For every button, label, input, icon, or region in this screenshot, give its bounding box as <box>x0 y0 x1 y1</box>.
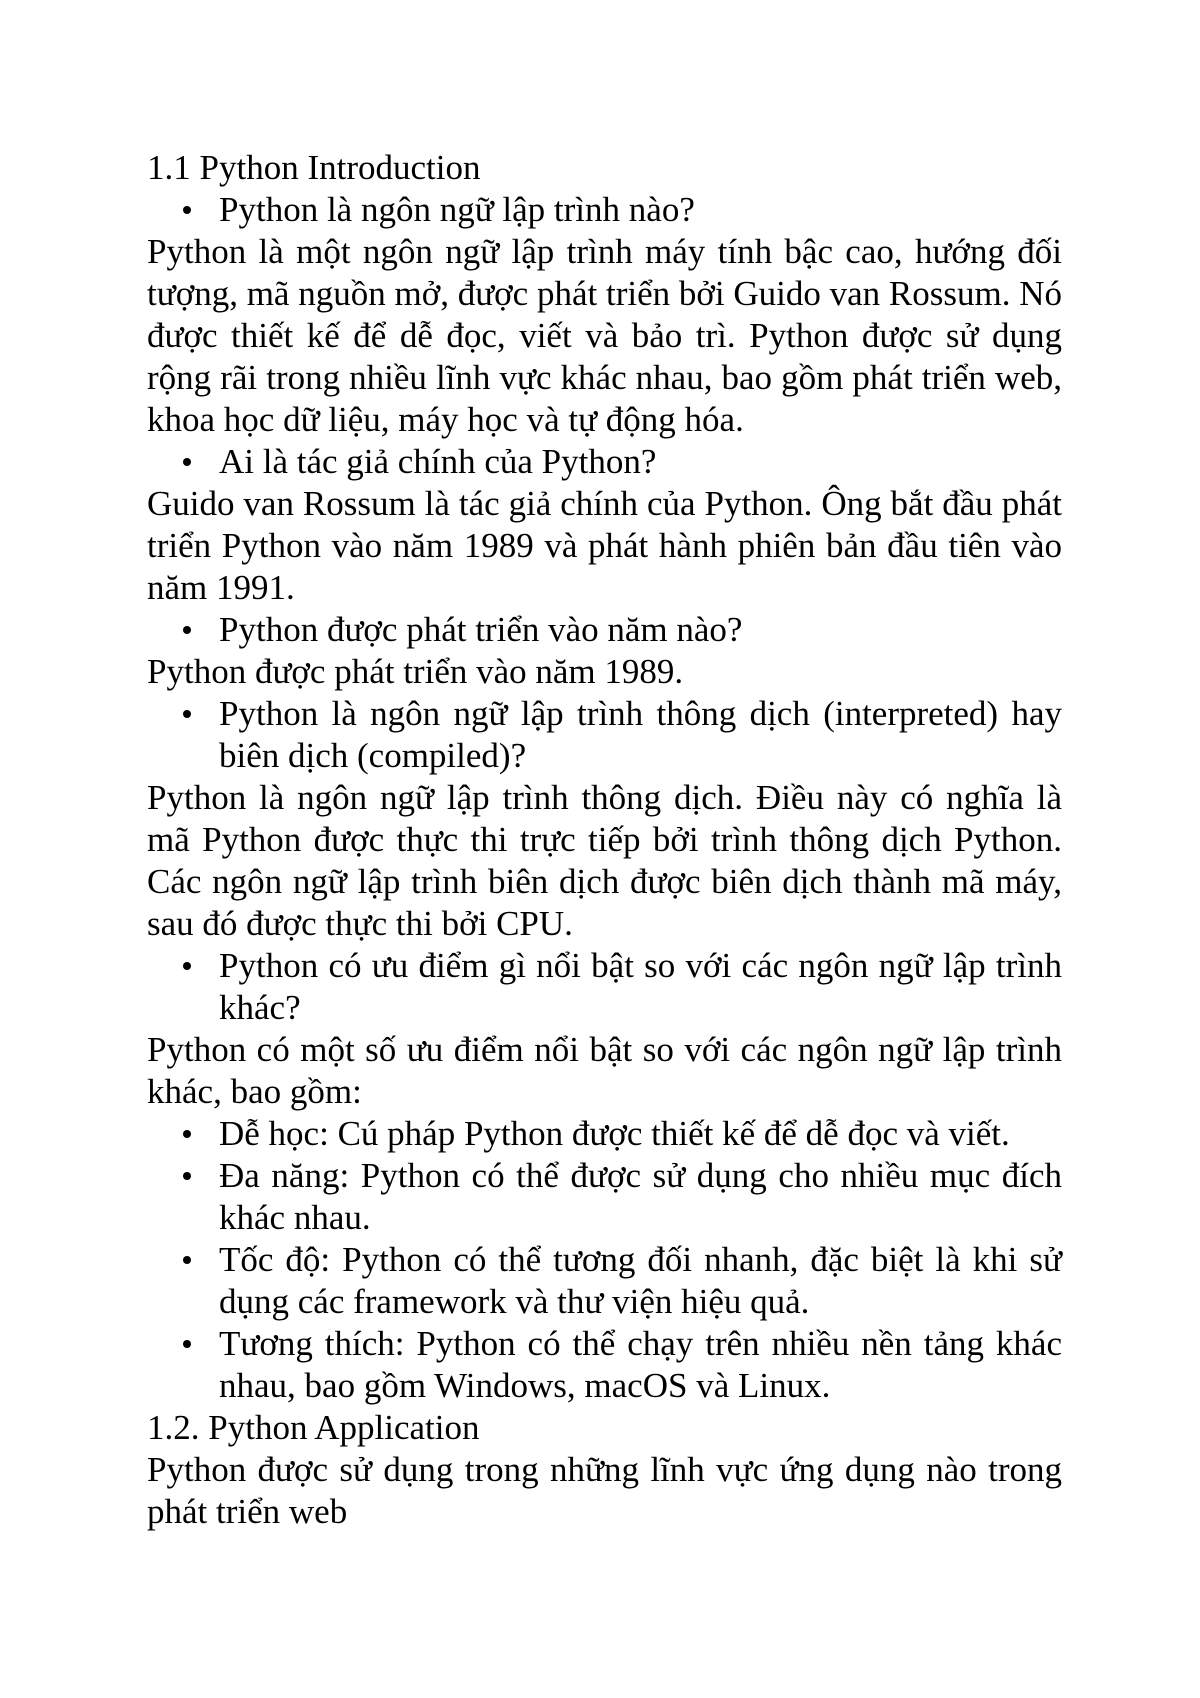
advantage-item: Tốc độ: Python có thể tương đối nhanh, đặc biệt là khi sử dụng các framework và thư viện hiệu quả. <box>147 1239 1062 1323</box>
answer-paragraph: Python được phát triển vào năm 1989. <box>147 652 684 691</box>
question-item: Python được phát triển vào năm nào? <box>147 609 1062 651</box>
question-list <box>147 945 1062 1029</box>
advantage-item: Tương thích: Python có thể chạy trên nhiều nền tảng khác nhau, bao gồm Windows, macOS và Linux. <box>147 1323 1062 1407</box>
section-heading-python-introduction: 1.1 Python Introduction <box>147 148 481 187</box>
advantage-item: Đa năng: Python có thể được sử dụng cho nhiều mục đích khác nhau. <box>147 1155 1062 1239</box>
question-list <box>147 693 1062 777</box>
answer-paragraph: Guido van Rossum là tác giả chính của Python. Ông bắt đầu phát triển Python vào năm 1989 và phát hành phiên bản đầu tiên vào năm 1991. <box>147 484 1062 607</box>
answer-paragraph: Python là một ngôn ngữ lập trình máy tính bậc cao, hướng đối tượng, mã nguồn mở, được phát triển bởi Guido van Rossum. Nó được thiết kế để dễ đọc, viết và bảo trì. Python được sử dụng rộng rãi trong nhiều lĩnh vực khác nhau, bao gồm phát triển web, khoa học dữ liệu, máy học và tự động hóa. <box>147 232 1062 439</box>
question-item: Python là ngôn ngữ lập trình thông dịch (interpreted) hay biên dịch (compiled)? <box>147 693 1062 777</box>
advantage-item: Dễ học: Cú pháp Python được thiết kế để dễ đọc và viết. <box>147 1113 1062 1155</box>
section-paragraph: Python được sử dụng trong những lĩnh vực ứng dụng nào trong phát triển web <box>147 1450 1062 1531</box>
advantages-list <box>147 1113 1062 1407</box>
question-item: Python có ưu điểm gì nổi bật so với các ngôn ngữ lập trình khác? <box>147 945 1062 1029</box>
answer-paragraph: Python là ngôn ngữ lập trình thông dịch. Điều này có nghĩa là mã Python được thực thi trực tiếp bởi trình thông dịch Python. Các ngôn ngữ lập trình biên dịch được biên dịch thành mã máy, sau đó được thực thi bởi CPU. <box>147 778 1062 943</box>
section-heading-python-application: 1.2. Python Application <box>147 1408 480 1447</box>
question-item: Ai là tác giả chính của Python? <box>147 441 1062 483</box>
answer-paragraph: Python có một số ưu điểm nổi bật so với các ngôn ngữ lập trình khác, bao gồm: <box>147 1030 1062 1111</box>
question-list <box>147 609 1062 651</box>
document-page <box>147 147 1062 1533</box>
question-list <box>147 189 1062 231</box>
question-list <box>147 441 1062 483</box>
question-item: Python là ngôn ngữ lập trình nào? <box>147 189 1062 231</box>
